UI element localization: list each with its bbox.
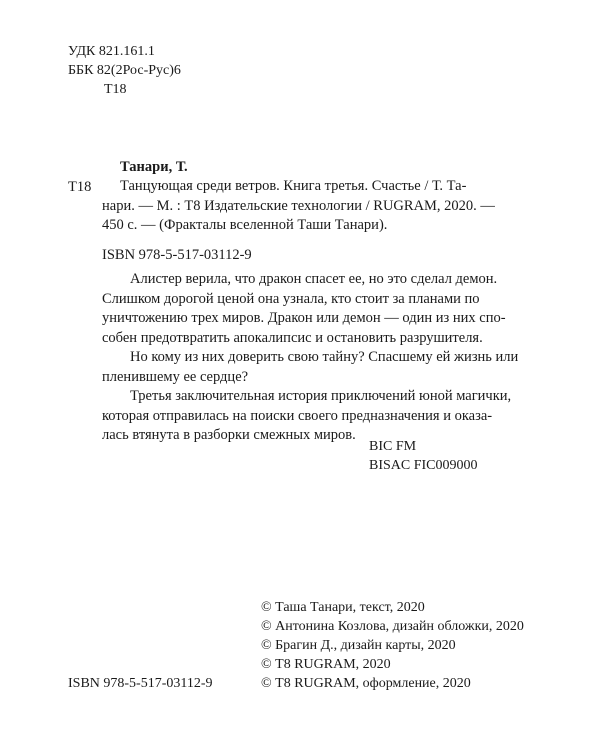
annotation-line: уничтожению трех миров. Дракон или демон — один из них спо- — [102, 310, 506, 326]
author-heading: Танари, Т. — [120, 159, 188, 175]
annotation-line: Алистер верила, что дракон спасет ее, но это сделал демон. — [130, 271, 498, 287]
annotation — [102, 270, 519, 446]
copyright-line: © Т8 RUGRAM, 2020 — [261, 657, 391, 672]
annotation-line: пленившему ее сердце? — [102, 368, 249, 385]
description-line: 450 с. — (Фракталы вселенной Таши Танари). — [102, 217, 388, 233]
copyright-line: © Брагин Д., дизайн карты, 2020 — [261, 638, 456, 653]
bbk-code: ББК 82(2Рос-Рус)6 — [68, 63, 181, 78]
author-mark: Т18 — [104, 82, 127, 97]
bisac-code: BISAC FIC009000 — [369, 458, 478, 473]
description-line: нари. — М. : Т8 Издательские технологии / RUGRAM, 2020. — — [102, 197, 495, 214]
copyright-line: © Антонина Козлова, дизайн обложки, 2020 — [261, 619, 524, 634]
description-line: Танцующая среди ветров. Книга третья. Счастье / Т. Та- — [120, 178, 467, 194]
bic-code: BIC FM — [369, 439, 417, 454]
annotation-line: лась втянута в разборки смежных миров. — [102, 427, 356, 443]
side-author-mark: Т18 — [68, 179, 92, 195]
bibliographic-description — [102, 177, 520, 236]
copyright-line: © Таша Танари, текст, 2020 — [261, 600, 425, 615]
annotation-line: Слишком дорогой ценой она узнала, кто стоит за планами по — [102, 290, 480, 307]
udk-code: УДК 821.161.1 — [68, 44, 155, 59]
annotation-line: которая отправилась на поиски своего предназначения и оказа- — [102, 407, 493, 424]
footer-isbn: ISBN 978-5-517-03112-9 — [68, 676, 213, 691]
annotation-line: Но кому из них доверить свою тайну? Спасшему ей жизнь или — [130, 349, 519, 365]
annotation-line: Третья заключительная история приключений юной магички, — [130, 388, 512, 404]
copyright-block — [261, 598, 524, 693]
copyright-line: © Т8 RUGRAM, оформление, 2020 — [261, 676, 471, 691]
annotation-line: собен предотвратить апокалипсис и остановить разрушителя. — [102, 329, 483, 346]
catalog-isbn: ISBN 978-5-517-03112-9 — [102, 247, 252, 263]
